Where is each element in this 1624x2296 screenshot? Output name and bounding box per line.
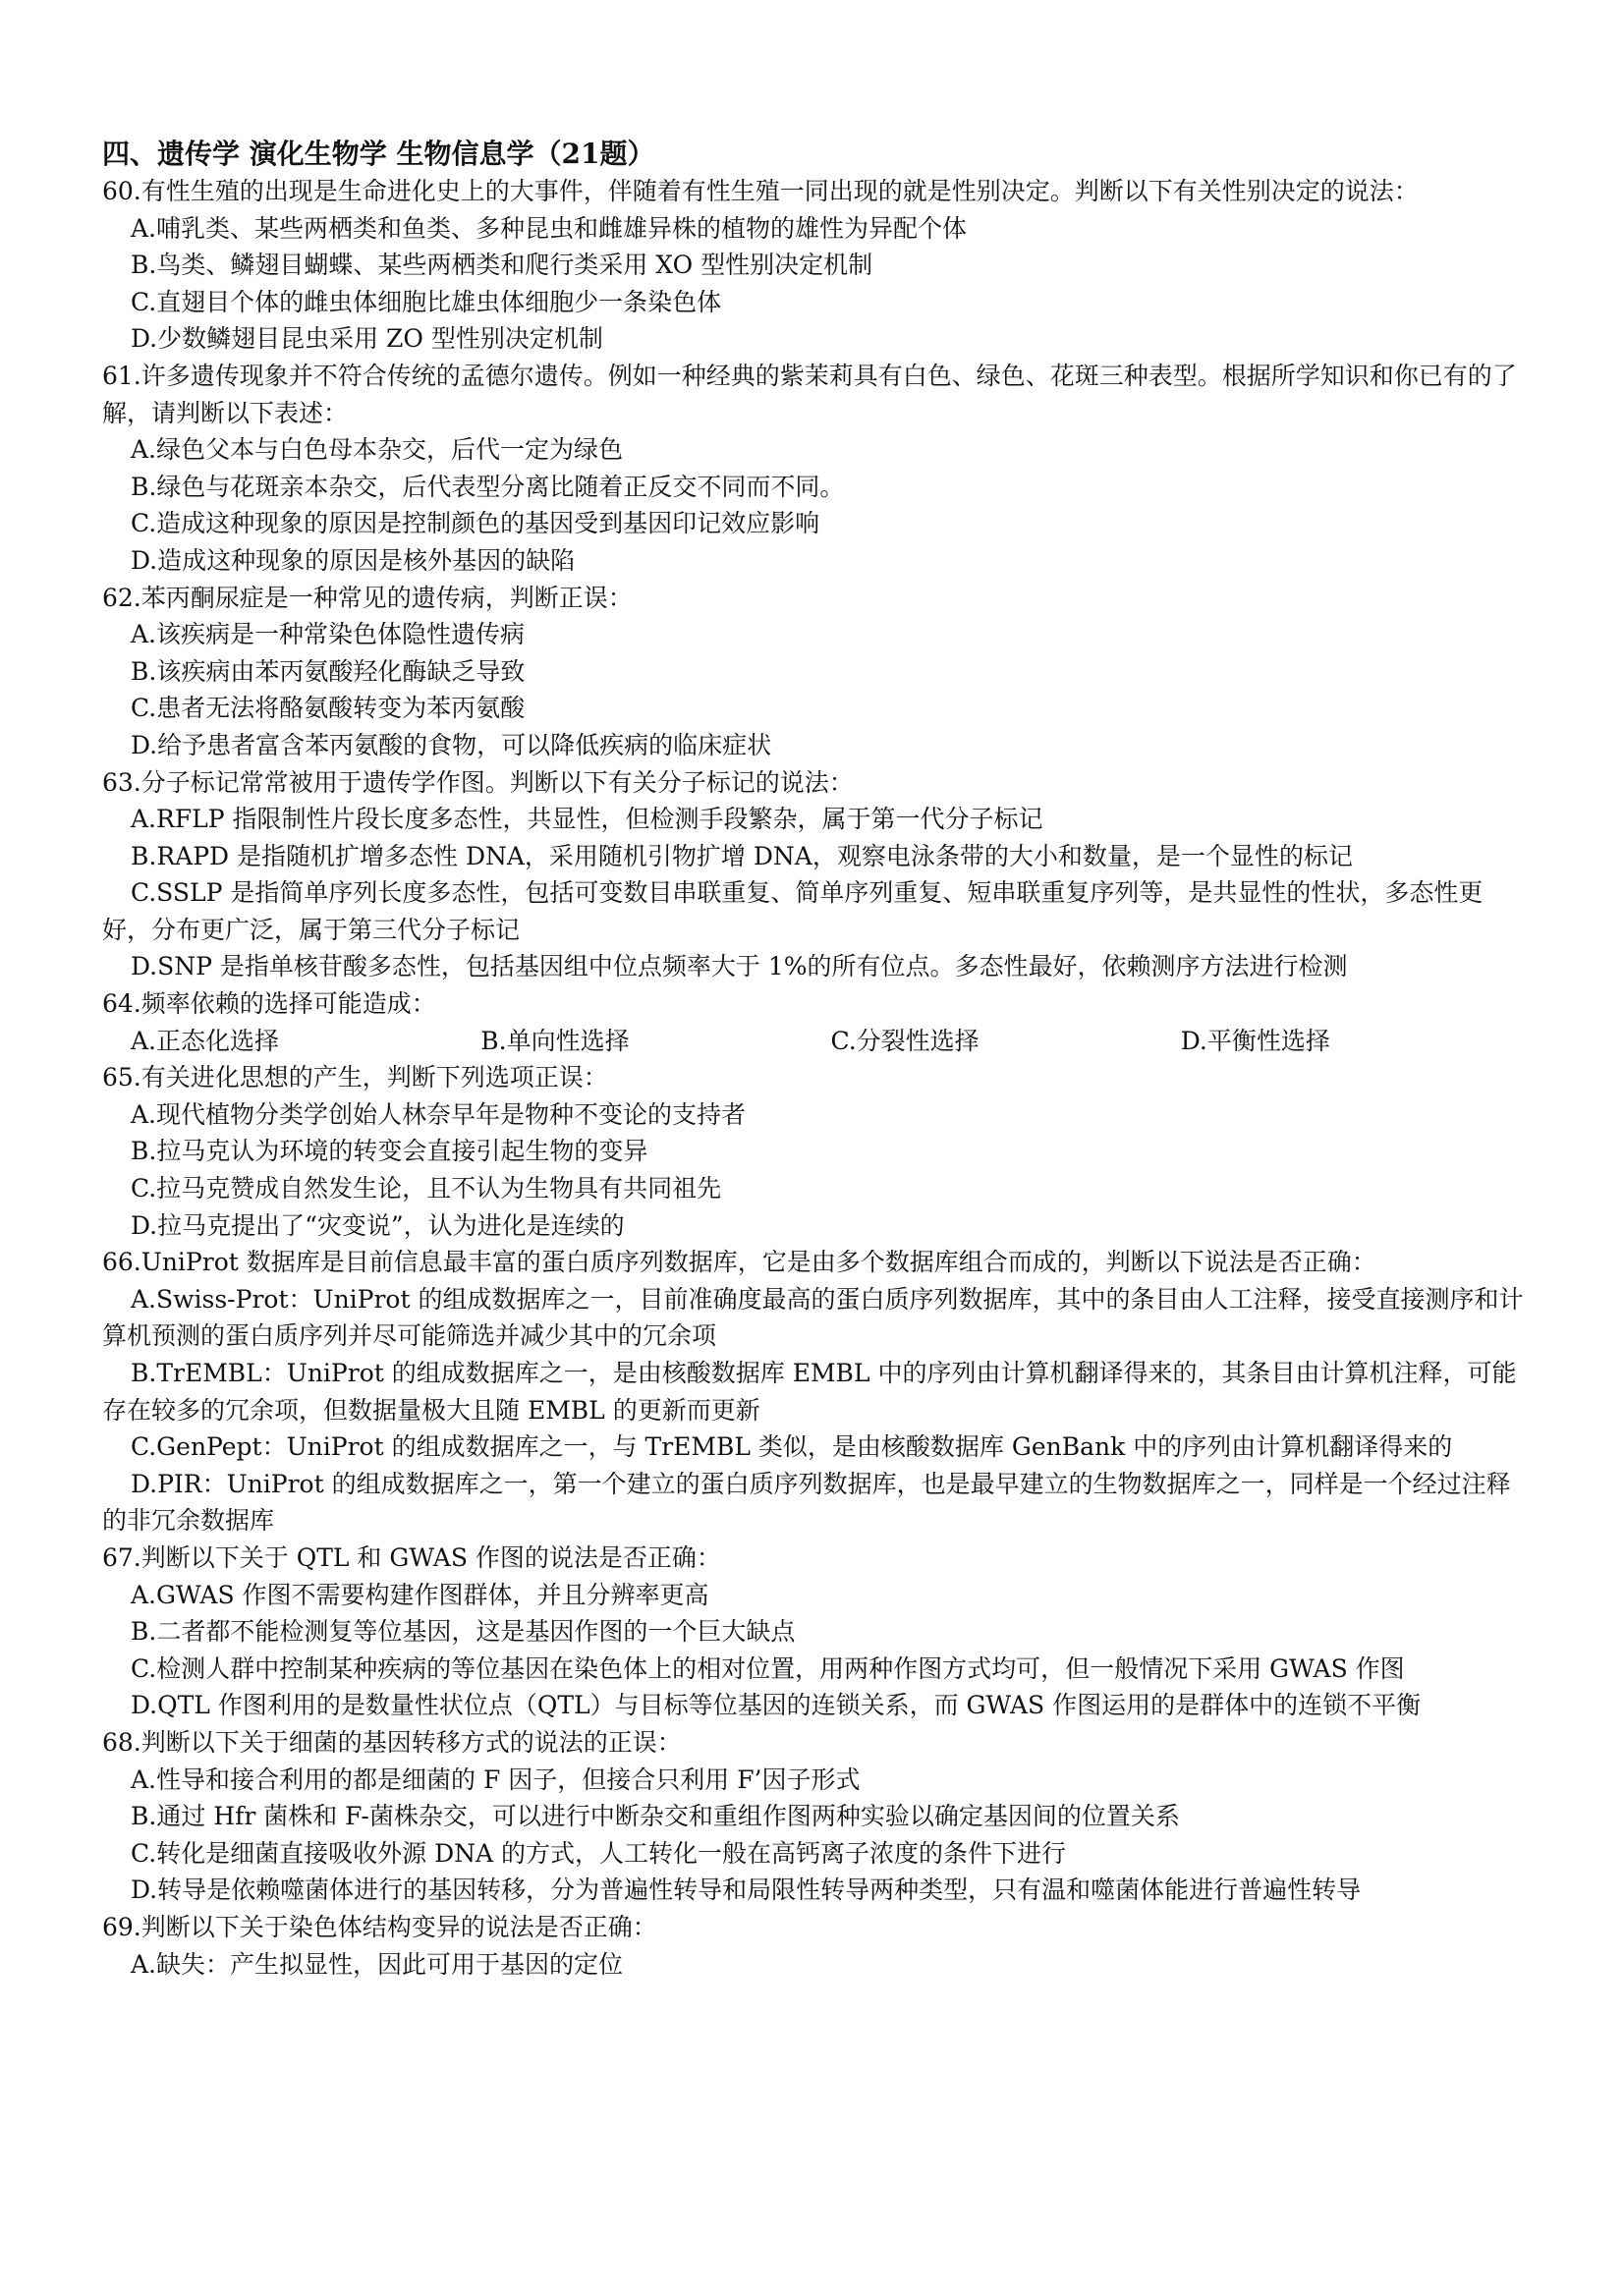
option-b: B.鸟类、鳞翅目蝴蝶、某些两栖类和爬行类采用 XO 型性别决定机制 xyxy=(131,251,873,280)
option-b: B.通过 Hfr 菌株和 F-菌株杂交，可以进行中断杂交和重组作图两种实验以确定基因间的位置关系 xyxy=(131,1802,1180,1831)
question-63 xyxy=(102,764,1531,986)
option-b: B.该疾病由苯丙氨酸羟化酶缺乏导致 xyxy=(131,656,526,686)
question-stem: 69.判断以下关于染色体结构变异的说法是否正确： xyxy=(102,1912,657,1941)
option-b: B.单向性选择 xyxy=(480,1026,630,1055)
option-c: C.分裂性选择 xyxy=(830,1026,980,1055)
option-a: A.正态化选择 xyxy=(131,1026,280,1055)
option-d: D.少数鳞翅目昆虫采用 ZO 型性别决定机制 xyxy=(131,324,603,354)
question-60 xyxy=(102,173,1531,358)
question-stem: 66.UniProt 数据库是目前信息最丰富的蛋白质序列数据库，它是由多个数据库组合而成的，判断以下说法是否正确： xyxy=(102,1248,1376,1277)
inline-options xyxy=(102,1023,1531,1060)
option-d: D.给予患者富含苯丙氨酸的食物，可以降低疾病的临床症状 xyxy=(131,730,772,759)
option-a: A.RFLP 指限制性片段长度多态性，共显性，但检测手段繁杂，属于第一代分子标记 xyxy=(131,805,1043,834)
question-stem: 68.判断以下关于细菌的基因转移方式的说法的正误： xyxy=(102,1727,682,1757)
option-c: C.SSLP 是指简单序列长度多态性，包括可变数目串联重复、简单序列重复、短串联重复序列等，是共显性的性状，多态性更好，分布更广泛，属于第三代分子标记 xyxy=(102,878,1484,944)
option-b: B.RAPD 是指随机扩增多态性 DNA，采用随机引物扩增 DNA，观察电泳条带的大小和数量，是一个显性的标记 xyxy=(131,841,1353,870)
option-c: C.检测人群中控制某种疾病的等位基因在染色体上的相对位置，用两种作图方式均可，但一般情况下采用 GWAS 作图 xyxy=(131,1653,1405,1683)
question-61 xyxy=(102,358,1531,580)
option-a: A.现代植物分类学创始人林奈早年是物种不变论的支持者 xyxy=(131,1099,747,1129)
option-b: B.二者都不能检测复等位基因，这是基因作图的一个巨大缺点 xyxy=(131,1617,796,1647)
option-c: C.拉马克赞成自然发生论，且不认为生物具有共同祖先 xyxy=(131,1174,722,1204)
question-65 xyxy=(102,1059,1531,1244)
section-title: 四、遗传学 演化生物学 生物信息学（21题） xyxy=(102,138,655,170)
option-d: D.拉马克提出了“灾变说”，认为进化是连续的 xyxy=(131,1210,625,1240)
option-c: C.GenPept：UniProt 的组成数据库之一，与 TrEMBL 类似，是由核酸数据库 GenBank 中的序列由计算机翻译得来的 xyxy=(131,1432,1453,1462)
question-stem: 64.频率依赖的选择可能造成： xyxy=(102,989,436,1019)
question-stem: 65.有关进化思想的产生，判断下列选项正误： xyxy=(102,1063,608,1092)
option-d: D.PIR：UniProt 的组成数据库之一，第一个建立的蛋白质序列数据库，也是最早建立的生物数据库之一，同样是一个经过注释的非冗余数据库 xyxy=(102,1469,1511,1536)
option-b: B.TrEMBL：UniProt 的组成数据库之一，是由核酸数据库 EMBL 中的序列由计算机翻译得来的，其条目由计算机注释，可能存在较多的冗余项，但数据量极大且随 EMBL 的更新而更新 xyxy=(102,1359,1517,1425)
option-d: D.QTL 作图利用的是数量性状位点（QTL）与目标等位基因的连锁关系，而 GWAS 作图运用的是群体中的连锁不平衡 xyxy=(131,1691,1422,1720)
question-68 xyxy=(102,1724,1531,1909)
option-b: B.绿色与花斑亲本杂交，后代表型分离比随着正反交不同而不同。 xyxy=(131,472,845,501)
question-69 xyxy=(102,1909,1531,1983)
option-c: C.造成这种现象的原因是控制颜色的基因受到基因印记效应影响 xyxy=(131,509,820,538)
option-d: D.平衡性选择 xyxy=(1180,1026,1330,1055)
question-stem: 63.分子标记常常被用于遗传学作图。判断以下有关分子标记的说法： xyxy=(102,767,854,797)
question-stem: 60.有性生殖的出现是生命进化史上的大事件，伴随着有性生殖一同出现的就是性别决定。判断以下有关性别决定的说法： xyxy=(102,177,1419,205)
option-a: A.缺失：产生拟显性，因此可用于基因的定位 xyxy=(131,1949,624,1979)
option-a: A.该疾病是一种常染色体隐性遗传病 xyxy=(131,620,526,649)
option-a: A.GWAS 作图不需要构建作图群体，并且分辨率更高 xyxy=(131,1580,709,1609)
question-stem: 62.苯丙酮尿症是一种常见的遗传病，判断正误： xyxy=(102,583,633,612)
option-a: A.绿色父本与白色母本杂交，后代一定为绿色 xyxy=(131,435,624,465)
option-a: A.性导和接合利用的都是细菌的 F 因子，但接合只利用 F’因子形式 xyxy=(131,1764,861,1794)
option-d: D.转导是依赖噬菌体进行的基因转移，分为普遍性转导和局限性转导两种类型，只有温和噬菌体能进行普遍性转导 xyxy=(131,1876,1362,1905)
option-a: A.Swiss-Prot：UniProt 的组成数据库之一，目前准确度最高的蛋白质序列数据库，其中的条目由人工注释，接受直接测序和计算机预测的蛋白质序列并尽可能筛选并减少其中的冗余项 xyxy=(102,1284,1524,1351)
question-67 xyxy=(102,1540,1531,1724)
question-64 xyxy=(102,985,1531,1059)
question-stem: 61.许多遗传现象并不符合传统的孟德尔遗传。例如一种经典的紫茉莉具有白色、绿色、花斑三种表型。根据所学知识和你已有的了解，请判断以下表述： xyxy=(102,361,1517,427)
option-d: D.SNP 是指单核苷酸多态性，包括基因组中位点频率大于 1%的所有位点。多态性最好，依赖测序方法进行检测 xyxy=(131,952,1348,981)
option-c: C.患者无法将酪氨酸转变为苯丙氨酸 xyxy=(131,694,526,723)
option-c: C.转化是细菌直接吸收外源 DNA 的方式，人工转化一般在高钙离子浓度的条件下进行 xyxy=(131,1838,1067,1868)
option-d: D.造成这种现象的原因是核外基因的缺陷 xyxy=(131,545,576,575)
question-66 xyxy=(102,1244,1531,1540)
option-c: C.直翅目个体的雌虫体细胞比雄虫体细胞少一条染色体 xyxy=(131,287,722,316)
question-62 xyxy=(102,580,1531,764)
option-b: B.拉马克认为环境的转变会直接引起生物的变异 xyxy=(131,1137,648,1166)
question-stem: 67.判断以下关于 QTL 和 GWAS 作图的说法是否正确： xyxy=(102,1542,721,1572)
option-a: A.哺乳类、某些两栖类和鱼类、多种昆虫和雌雄异株的植物的雄性为异配个体 xyxy=(131,213,968,243)
